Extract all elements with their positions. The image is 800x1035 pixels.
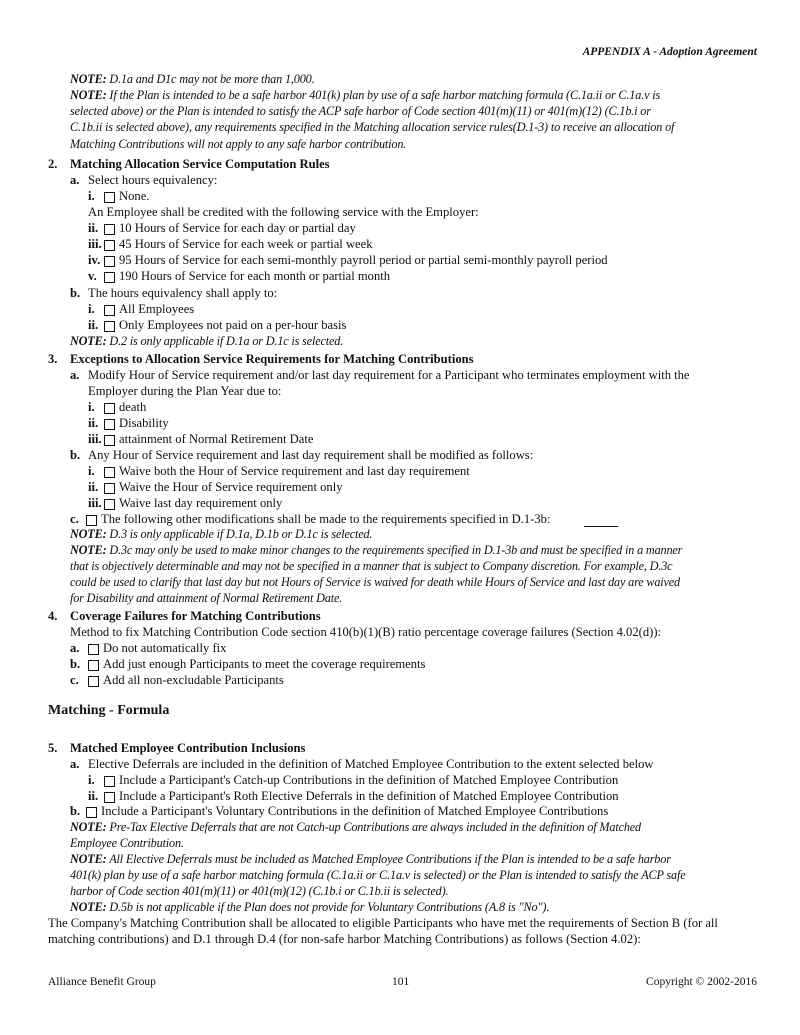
- section-title: Coverage Failures for Matching Contributions: [70, 609, 321, 623]
- checkbox[interactable]: [86, 807, 97, 818]
- page-header: APPENDIX A - Adoption Agreement: [582, 46, 757, 58]
- option-label: a.: [70, 757, 80, 771]
- note-text: D.3 is only applicable if D.1a, D.1b or D.1c is selected.: [109, 527, 373, 541]
- option-190-hours: 190 Hours of Service for each month or partial month: [119, 269, 391, 283]
- option-non-hourly: Only Employees not paid on a per-hour basis: [119, 318, 347, 332]
- checkbox[interactable]: [104, 467, 115, 478]
- note-label: NOTE:: [70, 900, 107, 914]
- option-95-hours: 95 Hours of Service for each semi-monthly payroll period or partial semi-monthly payroll period: [119, 253, 608, 267]
- option-label: a.: [70, 173, 80, 187]
- section-title: Matching Allocation Service Computation Rules: [70, 157, 330, 171]
- section-heading: Matching - Formula: [48, 703, 170, 718]
- option-label: c.: [70, 673, 79, 687]
- note-text: All Elective Deferrals must be included as Matched Employee Contributions if the Plan is intended to be a safe harbor: [109, 852, 671, 866]
- checkbox[interactable]: [88, 676, 99, 687]
- section-number: 3.: [48, 352, 58, 366]
- item-3a: Modify Hour of Service requirement and/or last day requirement for a Participant who terminates employment with the: [88, 368, 690, 382]
- option-label: ii.: [88, 416, 99, 430]
- option-roth: Include a Participant's Roth Elective Deferrals in the definition of Matched Employee Contribution: [119, 789, 619, 803]
- section-number: 5.: [48, 741, 58, 755]
- option-other-modifications: The following other modifications shall be made to the requirements specified in D.1-3b:: [101, 512, 551, 526]
- option-label: c.: [70, 512, 79, 526]
- checkbox[interactable]: [104, 224, 115, 235]
- note-d3: [70, 527, 372, 542]
- option-label: ii.: [88, 221, 99, 235]
- note-text: D.1a and D1c may not be more than 1,000.: [109, 72, 315, 86]
- option-waive-last-day: Waive last day requirement only: [119, 496, 283, 510]
- checkbox[interactable]: [88, 644, 99, 655]
- checkbox[interactable]: [104, 403, 115, 414]
- checkbox[interactable]: [104, 435, 115, 446]
- item-2a: Select hours equivalency:: [88, 173, 218, 187]
- note-d2: [70, 334, 343, 349]
- checkbox[interactable]: [104, 776, 115, 787]
- option-label: b.: [70, 448, 81, 462]
- option-death: death: [119, 400, 147, 414]
- option-no-fix: Do not automatically fix: [103, 641, 227, 655]
- closing-text: The Company's Matching Contribution shall be allocated to eligible Participants who have met the requirements of Section B (for all: [48, 916, 718, 930]
- option-45-hours: 45 Hours of Service for each week or partial week: [119, 237, 373, 251]
- note-continuation: 401(k) plan by use of a safe harbor matching formula (C.1a.ii or C.1a.v is selected) or the Plan is intended to satisfy the ACP safe: [70, 868, 686, 882]
- note-d5b: [70, 900, 549, 915]
- note-continuation: harbor of Code section 401(m)(11) or 401(m)(12) (C.1b.i or C.1b.ii is selected).: [70, 884, 449, 898]
- option-label: b.: [70, 804, 81, 818]
- item-5a: Elective Deferrals are included in the definition of Matched Employee Contribution to the extent selected below: [88, 757, 654, 771]
- option-label: iii.: [88, 237, 102, 251]
- option-label: iii.: [88, 432, 102, 446]
- checkbox[interactable]: [88, 660, 99, 671]
- intro-text: An Employee shall be credited with the following service with the Employer:: [88, 205, 479, 219]
- note-label: NOTE:: [70, 852, 107, 866]
- checkbox[interactable]: [104, 792, 115, 803]
- footer-copyright: Copyright © 2002-2016: [646, 976, 757, 988]
- note-continuation: for Disability and attainment of Normal Retirement Date.: [70, 591, 343, 605]
- item-2b: The hours equivalency shall apply to:: [88, 286, 278, 300]
- option-label: a.: [70, 368, 80, 382]
- closing-text-continued: matching contributions) and D.1 through D.4 (for non-safe harbor Matching Contributions) as follows (Section 4.02):: [48, 932, 641, 946]
- checkbox[interactable]: [86, 515, 97, 526]
- option-label: v.: [88, 269, 97, 283]
- section-number: 2.: [48, 157, 58, 171]
- note-label: NOTE:: [70, 527, 107, 541]
- footer-company: Alliance Benefit Group: [48, 976, 156, 988]
- option-label: i.: [88, 302, 95, 316]
- note-label: NOTE:: [70, 88, 107, 102]
- note-label: NOTE:: [70, 72, 107, 86]
- option-label: i.: [88, 400, 95, 414]
- option-10-hours: 10 Hours of Service for each day or partial day: [119, 221, 356, 235]
- note-continuation: C.1b.ii is selected above), any requirements specified in the Matching allocation service rules(D.1-3) to receive an allocation of: [70, 120, 675, 134]
- option-label: i.: [88, 773, 95, 787]
- note-continuation: Matching Contributions will not apply to any safe harbor contribution.: [70, 137, 407, 151]
- note-continuation: selected above) or the Plan is intended to satisfy the ACP safe harbor of Code section 401(m)(11) or 401(m)(12) (C.1b.i or: [70, 104, 651, 118]
- fill-in-blank[interactable]: [584, 516, 618, 527]
- note-label: NOTE:: [70, 820, 107, 834]
- section-title: Exceptions to Allocation Service Requirements for Matching Contributions: [70, 352, 474, 366]
- option-catch-up: Include a Participant's Catch-up Contributions in the definition of Matched Employee Contribution: [119, 773, 619, 787]
- note-text: D.2 is only applicable if D.1a or D.1c is selected.: [109, 334, 344, 348]
- note-label: NOTE:: [70, 543, 107, 557]
- option-label: iii.: [88, 496, 102, 510]
- option-none: None.: [119, 189, 150, 203]
- checkbox[interactable]: [104, 419, 115, 430]
- note-d3c: [70, 543, 682, 558]
- note-continuation: that is objectively determinable and may not be specified in a manner that is subject to Company discretion. For example, D.3c: [70, 559, 673, 573]
- note-text: D.3c may only be used to make minor changes to the requirements specified in D.1-3b and must be specified in a manner: [109, 543, 683, 557]
- note-text: Pre-Tax Elective Deferrals that are not Catch-up Contributions are always included in the definition of Matched: [109, 820, 642, 834]
- intro-text: Method to fix Matching Contribution Code section 410(b)(1)(B) ratio percentage coverage failures (Section 4.02(d)):: [70, 625, 662, 639]
- note-text: If the Plan is intended to be a safe harbor 401(k) plan by use of a safe harbor matching formula (C.1a.ii or C.1a.v is: [109, 88, 661, 102]
- option-voluntary: Include a Participant's Voluntary Contributions in the definition of Matched Employee Contributions: [101, 804, 609, 818]
- section-title: Matched Employee Contribution Inclusions: [70, 741, 306, 755]
- option-label: iv.: [88, 253, 101, 267]
- item-3b: Any Hour of Service requirement and last day requirement shall be modified as follows:: [88, 448, 534, 462]
- option-waive-hours: Waive the Hour of Service requirement only: [119, 480, 343, 494]
- page-number: 101: [392, 976, 410, 988]
- checkbox[interactable]: [104, 499, 115, 510]
- option-label: i.: [88, 464, 95, 478]
- checkbox[interactable]: [104, 240, 115, 251]
- section-number: 4.: [48, 609, 58, 623]
- option-add-all: Add all non-excludable Participants: [103, 673, 284, 687]
- note-pretax: [70, 820, 641, 835]
- note-safe-harbor-deferrals: [70, 852, 671, 867]
- note-text: D.5b is not applicable if the Plan does not provide for Voluntary Contributions (A.8 is "No").: [109, 900, 550, 914]
- checkbox[interactable]: [104, 272, 115, 283]
- option-add-enough: Add just enough Participants to meet the coverage requirements: [103, 657, 426, 671]
- checkbox[interactable]: [104, 192, 115, 203]
- option-label: ii.: [88, 789, 99, 803]
- option-label: ii.: [88, 480, 99, 494]
- option-retirement: attainment of Normal Retirement Date: [119, 432, 314, 446]
- checkbox[interactable]: [104, 305, 115, 316]
- option-label: ii.: [88, 318, 99, 332]
- note-continuation: could be used to clarify that last day but not Hours of Service is waived for death while Hours of Service and last day are waived: [70, 575, 680, 589]
- option-label: b.: [70, 286, 81, 300]
- option-label: a.: [70, 641, 80, 655]
- note-continuation: Employee Contribution.: [70, 836, 184, 850]
- option-label: b.: [70, 657, 81, 671]
- note-safe-harbor: [70, 88, 660, 103]
- option-label: i.: [88, 189, 95, 203]
- checkbox[interactable]: [104, 483, 115, 494]
- note-label: NOTE:: [70, 334, 107, 348]
- checkbox[interactable]: [104, 321, 115, 332]
- option-all-employees: All Employees: [119, 302, 195, 316]
- checkbox[interactable]: [104, 256, 115, 267]
- note-d1-limit: [70, 72, 315, 87]
- item-3a-continued: Employer during the Plan Year due to:: [88, 384, 282, 398]
- option-disability: Disability: [119, 416, 169, 430]
- option-waive-both: Waive both the Hour of Service requirement and last day requirement: [119, 464, 470, 478]
